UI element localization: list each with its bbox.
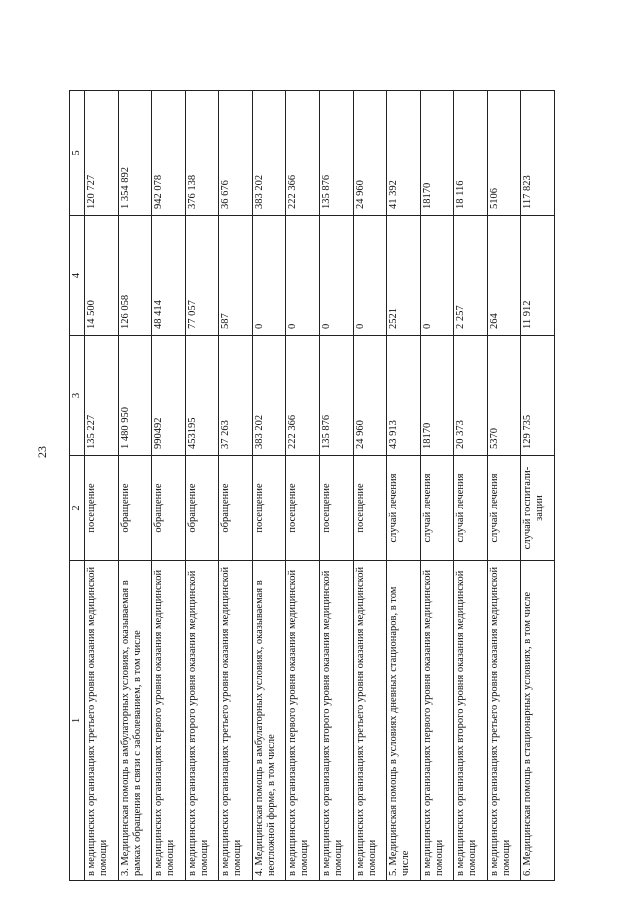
column-header: 3 <box>70 336 85 456</box>
table-row <box>118 91 152 881</box>
unit-cell: посещение <box>286 456 320 561</box>
unit-cell: посещение <box>252 456 286 561</box>
value-cell: 376 138 <box>185 91 219 216</box>
value-cell: 120 727 <box>85 91 119 216</box>
value-cell: 129 735 <box>521 336 555 456</box>
value-cell: 117 823 <box>521 91 555 216</box>
row-name-cell: в медицинских организациях первого уровня оказания медицинской помощи <box>152 561 186 881</box>
table-row <box>387 91 421 881</box>
table-row <box>319 91 353 881</box>
row-name-cell: в медицинских организациях первого уровня оказания медицинской помощи <box>420 561 454 881</box>
unit-cell: обращение <box>185 456 219 561</box>
value-cell: 0 <box>353 216 387 336</box>
row-name-cell: 5. Медицинская помощь в условиях дневных стационаров, в том числе <box>387 561 421 881</box>
row-name-cell: в медицинских организациях третьего уровня оказания медицинской помощи <box>85 561 119 881</box>
unit-cell: случай лечения <box>487 456 521 561</box>
unit-cell: случай лечения <box>454 456 488 561</box>
row-name-cell: в медицинских организациях третьего уровня оказания медицинской помощи <box>353 561 387 881</box>
value-cell: 20 373 <box>454 336 488 456</box>
value-cell: 5370 <box>487 336 521 456</box>
value-cell: 18 116 <box>454 91 488 216</box>
table-row <box>521 91 555 881</box>
unit-cell: посещение <box>319 456 353 561</box>
unit-cell: случай лечения <box>420 456 454 561</box>
table-header-row <box>70 91 85 881</box>
value-cell: 36 676 <box>219 91 253 216</box>
row-name-cell: в медицинских организациях третьего уровня оказания медицинской помощи <box>219 561 253 881</box>
row-name-cell: 3. Медицинская помощь в амбулаторных условиях, оказываемая в рамках обращения в связи с заболеванием, в том числе <box>118 561 152 881</box>
row-name-cell: в медицинских организациях второго уровня оказания медицинской помощи <box>185 561 219 881</box>
row-name-cell: 6. Медицинская помощь в стационарных условиях, в том числе <box>521 561 555 881</box>
value-cell: 222 366 <box>286 91 320 216</box>
value-cell: 2 257 <box>454 216 488 336</box>
column-header: 2 <box>70 456 85 561</box>
unit-cell: обращение <box>219 456 253 561</box>
value-cell: 126 058 <box>118 216 152 336</box>
value-cell: 990492 <box>152 336 186 456</box>
unit-cell: случай госпитали-зации <box>521 456 555 561</box>
rotated-table-frame <box>69 91 555 881</box>
table-row <box>219 91 253 881</box>
value-cell: 24 960 <box>353 336 387 456</box>
table-row <box>420 91 454 881</box>
table-row <box>85 91 119 881</box>
value-cell: 0 <box>252 216 286 336</box>
table-row <box>185 91 219 881</box>
row-name-cell: в медицинских организациях второго уровня оказания медицинской помощи <box>454 561 488 881</box>
row-name-cell: в медицинских организациях второго уровня оказания медицинской помощи <box>319 561 353 881</box>
column-header: 4 <box>70 216 85 336</box>
value-cell: 14 500 <box>85 216 119 336</box>
value-cell: 77 057 <box>185 216 219 336</box>
table-row <box>286 91 320 881</box>
table-body <box>85 91 555 881</box>
table-row <box>252 91 286 881</box>
unit-cell: посещение <box>353 456 387 561</box>
value-cell: 1 354 892 <box>118 91 152 216</box>
value-cell: 135 227 <box>85 336 119 456</box>
value-cell: 11 912 <box>521 216 555 336</box>
value-cell: 383 202 <box>252 336 286 456</box>
value-cell: 1 480 950 <box>118 336 152 456</box>
value-cell: 0 <box>420 216 454 336</box>
row-name-cell: в медицинских организациях первого уровня оказания медицинской помощи <box>286 561 320 881</box>
value-cell: 942 078 <box>152 91 186 216</box>
row-name-cell: 4. Медицинская помощь в амбулаторных условиях, оказываемая в неотложной форме, в том числе <box>252 561 286 881</box>
value-cell: 2521 <box>387 216 421 336</box>
value-cell: 24 960 <box>353 91 387 216</box>
value-cell: 37 263 <box>219 336 253 456</box>
table-row <box>353 91 387 881</box>
row-name-cell: в медицинских организациях третьего уровня оказания медицинской помощи <box>487 561 521 881</box>
unit-cell: обращение <box>118 456 152 561</box>
table-row <box>152 91 186 881</box>
value-cell: 5106 <box>487 91 521 216</box>
unit-cell: посещение <box>85 456 119 561</box>
value-cell: 48 414 <box>152 216 186 336</box>
column-header: 5 <box>70 91 85 216</box>
value-cell: 135 876 <box>319 91 353 216</box>
value-cell: 453195 <box>185 336 219 456</box>
value-cell: 135 876 <box>319 336 353 456</box>
value-cell: 0 <box>319 216 353 336</box>
value-cell: 43 913 <box>387 336 421 456</box>
table-row <box>487 91 521 881</box>
unit-cell: случай лечения <box>387 456 421 561</box>
value-cell: 18170 <box>420 91 454 216</box>
value-cell: 18170 <box>420 336 454 456</box>
value-cell: 383 202 <box>252 91 286 216</box>
value-cell: 41 392 <box>387 91 421 216</box>
value-cell: 222 366 <box>286 336 320 456</box>
column-header: 1 <box>70 561 85 881</box>
page-number: 23 <box>35 446 49 458</box>
value-cell: 0 <box>286 216 320 336</box>
medical-care-volume-table <box>69 90 555 881</box>
table-row <box>454 91 488 881</box>
unit-cell: обращение <box>152 456 186 561</box>
value-cell: 264 <box>487 216 521 336</box>
rotated-table-container <box>69 91 555 881</box>
value-cell: 587 <box>219 216 253 336</box>
